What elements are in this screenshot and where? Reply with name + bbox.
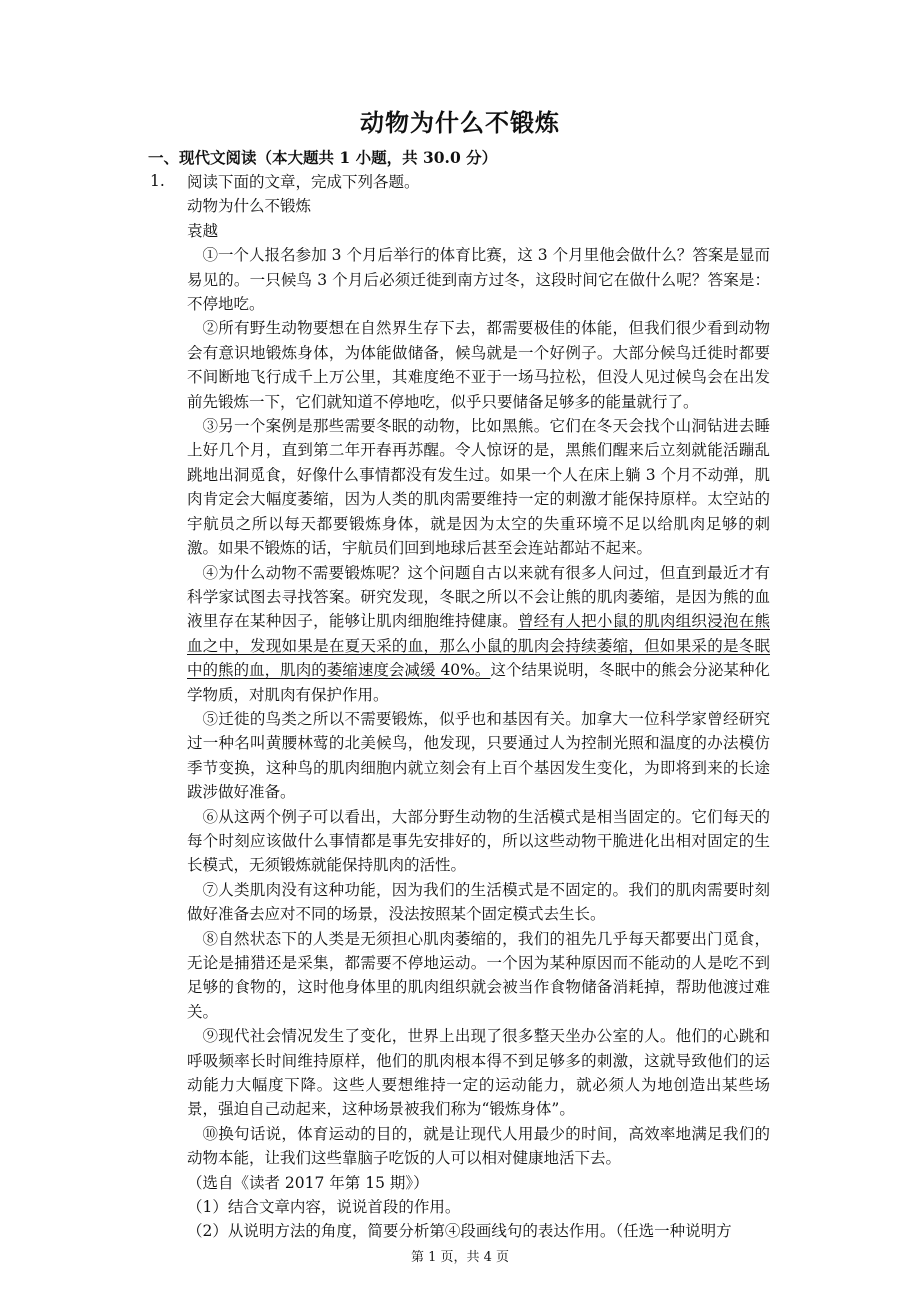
paragraph-4 bbox=[187, 561, 770, 707]
paragraph-4-tail: 这个结果说明，冬眠中的熊会分泌某种化学物质，对肌肉有保护作用。 bbox=[187, 661, 770, 704]
section-heading: 一、现代文阅读（本大题共 1 小题，共 30.0 分） bbox=[148, 148, 498, 167]
article-title: 动物为什么不锻炼 bbox=[187, 197, 312, 216]
paragraph-5: ⑤迁徙的鸟类之所以不需要锻炼，似乎也和基因有关。加拿大一位科学家曾经研究过一种名叫黄腰林莺的北美候鸟，他发现，只要通过人为控制光照和温度的办法模仿季节变换，这种鸟的肌肉细胞内就立刻会有上百个基因发生变化，为即将到来的长途跋涉做好准备。 bbox=[187, 709, 770, 802]
question-content bbox=[187, 170, 770, 1244]
sub-question-2: （2）从说明方法的角度，简要分析第④段画线句的表达作用。（任选一种说明方 bbox=[187, 1222, 732, 1241]
paragraph-9: ⑨现代社会情况发生了变化，世界上出现了很多整天坐办公室的人。他们的心跳和呼吸频率长时间维持原样，他们的肌肉根本得不到足够多的刺激，这就导致他们的运动能力大幅度下降。这些人要想维持一定的运动能力，就必须人为地创造出某些场景，强迫自己动起来，这种场景被我们称为“锻炼身体”。 bbox=[187, 1027, 770, 1119]
sub-question-1: （1）结合文章内容，说说首段的作用。 bbox=[187, 1198, 461, 1217]
paragraph-6: ⑥从这两个例子可以看出，大部分野生动物的生活模式是相当固定的。它们每天的每个时刻应该做什么事情都是事先安排好的，所以这些动物干脆进化出相对固定的生长模式，无须锻炼就能保持肌肉的活性。 bbox=[187, 807, 770, 875]
paragraph-8: ⑧自然状态下的人类是无须担心肌肉萎缩的，我们的祖先几乎每天都要出门觅食，无论是捕猎还是采集，都需要不停地运动。一个因为某种原因而不能动的人是吃不到足够的食物的，这时他身体里的肌肉组织就会被当作食物储备消耗掉，帮助他渡过难关。 bbox=[187, 929, 770, 1021]
instruction: 阅读下面的文章，完成下列各题。 bbox=[187, 173, 420, 191]
paragraph-7: ⑦人类肌肉没有这种功能，因为我们的生活模式是不固定的。我们的肌肉需要时刻做好准备去应对不同的场景，没法按照某个固定模式去生长。 bbox=[187, 880, 770, 924]
underlined-sentence: 曾经有人把小鼠的肌肉组织浸泡在熊血之中，发现如果是在夏天采的血，那么小鼠的肌肉会持续萎缩，但如果采的是冬眠中的熊的血，肌肉的萎缩速度会减缓 40%。 bbox=[187, 612, 770, 680]
page-footer: 第 1 页，共 4 页 bbox=[410, 1250, 510, 1265]
article-author: 袁越 bbox=[187, 221, 219, 240]
paragraph-2: ②所有野生动物要想在自然界生存下去，都需要极佳的体能，但我们很少看到动物会有意识地锻炼身体，为体能做储备，候鸟就是一个好例子。大部分候鸟迁徙时都要不间断地飞行成千上万公里，其难度绝不亚于一场马拉松，但没人见过候鸟会在出发前先锻炼一下，它们就知道不停地吃，似乎只要储备足够多的能量就行了。 bbox=[187, 319, 770, 411]
document-title: 动物为什么不锻炼 bbox=[360, 108, 560, 137]
paragraph-10: ⑩换句话说，体育运动的目的，就是让现代人用最少的时间，高效率地满足我们的动物本能，让我们这些靠脑子吃饭的人可以相对健康地活下去。 bbox=[187, 1124, 770, 1168]
question-number: 1. bbox=[150, 172, 165, 190]
paragraph-1: ①一个人报名参加 3 个月后举行的体育比赛，这 3 个月里他会做什么？答案是显而易见的。一只候鸟 3 个月后必须迁徙到南方过冬，这段时间它在做什么呢？答案是：不停地吃。 bbox=[187, 246, 770, 314]
paragraph-3: ③另一个案例是那些需要冬眠的动物，比如黑熊。它们在冬天会找个山洞钻进去睡上好几个月，直到第二年开春再苏醒。令人惊讶的是，黑熊们醒来后立刻就能活蹦乱跳地出洞觅食，好像什么事情都没有发生过。如果一个人在床上躺 3 个月不动弹，肌肉肯定会大幅度萎缩，因为人类的肌肉需要维持一定的刺激才能保持原样。太空站的宇航员之所以每天都要锻炼身体，就是因为太空的失重环境不足以给肌肉足够的刺激。如果不锻炼的话，宇航员们回到地球后甚至会连站都站不起来。 bbox=[187, 417, 770, 558]
paragraph-4-lead: ④为什么动物不需要锻炼呢？这个问题自古以来就有很多人问过，但直到最近才有科学家试图去寻找答案。研究发现，冬眠之所以不会让熊的肌肉萎缩，是因为熊的血液里存在某种因子，能够让肌肉细胞维持健康。 bbox=[187, 563, 770, 631]
source-note: （选自《读者 2017 年第 15 期》） bbox=[187, 1173, 429, 1192]
